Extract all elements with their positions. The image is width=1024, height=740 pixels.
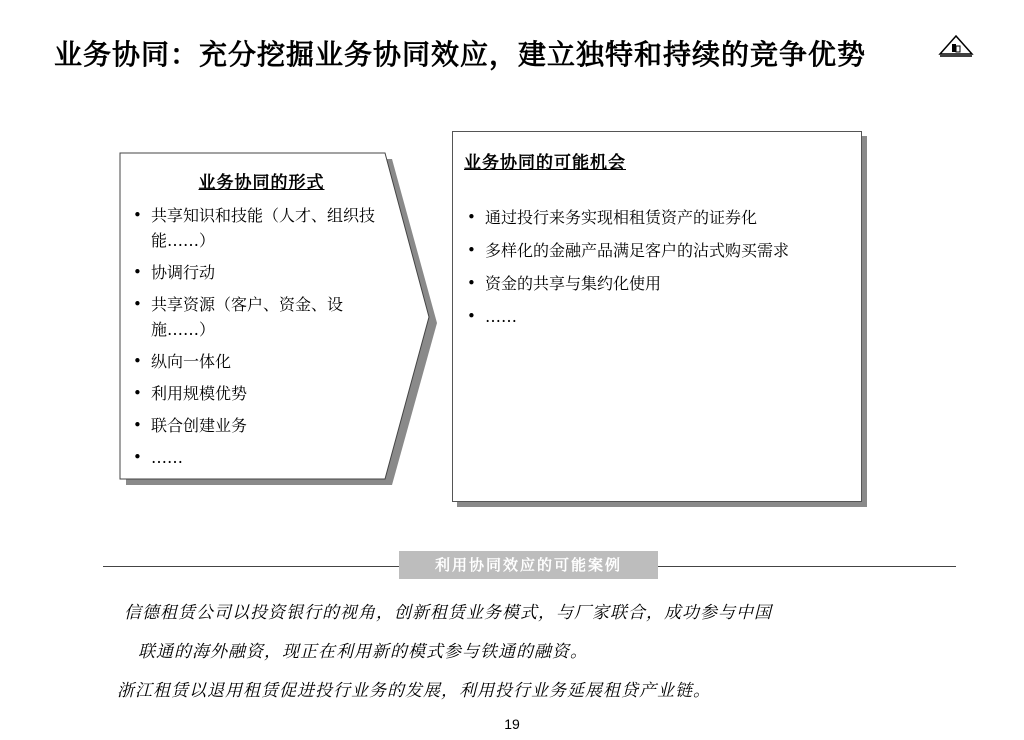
case-text-line: 浙江租赁以退用租赁促进投行业务的发展，利用投行业务延展租贷产业链。	[117, 681, 711, 701]
synergy-forms-box	[119, 152, 439, 486]
forms-heading: 业务协同的形式	[198, 173, 325, 193]
list-item: • 协调行动	[129, 260, 394, 285]
list-item: • ……	[129, 445, 394, 470]
list-item: • 利用规模优势	[129, 381, 394, 406]
case-text-line: 联通的海外融资，现正在利用新的模式参与铁通的融资。	[138, 642, 588, 662]
list-item: • 联合创建业务	[129, 413, 394, 438]
list-item: • 资金的共享与集约化使用	[463, 267, 849, 300]
triangle-logo-icon	[938, 34, 974, 58]
list-item: • 共享资源（客户、资金、设施……）	[129, 292, 394, 342]
synergy-opportunities-box	[452, 131, 862, 502]
page-number: 19	[504, 716, 520, 732]
list-item: • 多样化的金融产品满足客户的沾式购买需求	[463, 234, 849, 267]
list-item: • 纵向一体化	[129, 349, 394, 374]
list-item: • ……	[463, 300, 849, 333]
list-item: • 共享知识和技能（人才、组织技能……）	[129, 203, 394, 253]
cases-label: 利用协同效应的可能案例	[399, 551, 658, 579]
list-item: • 通过投行来务实现相租赁资产的证券化	[463, 201, 849, 234]
opportunities-heading: 业务协同的可能机会	[464, 153, 626, 173]
case-text-line: 信德租赁公司以投资银行的视角，创新租赁业务模式，与厂家联合，成功参与中国	[124, 603, 772, 623]
page-title: 业务协同：充分挖掘业务协同效应，建立独特和持续的竞争优势	[54, 38, 867, 71]
